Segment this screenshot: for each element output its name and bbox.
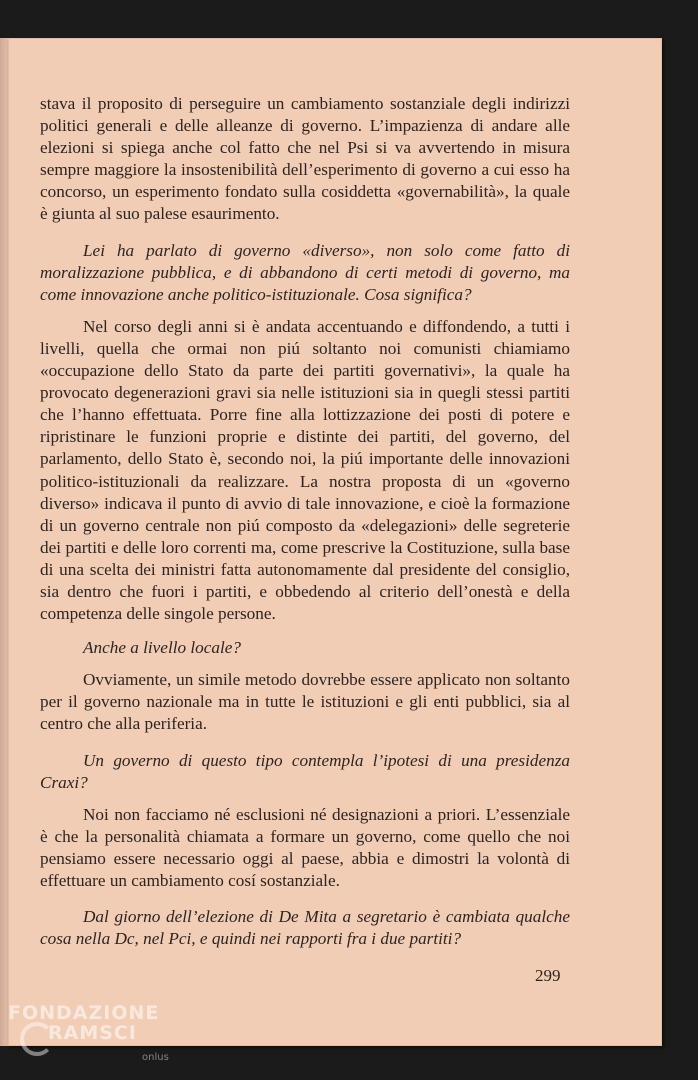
watermark-g-logo-icon: [20, 1022, 54, 1056]
question-presidenza-craxi: Un governo di questo tipo contempla l’ipotesi di una presidenza Craxi?: [40, 750, 570, 792]
question-de-mita: Dal giorno dell’elezione di De Mita a segretario è cambiata qualche cosa nella Dc, nel Pci, e quindi nei rapporti fra i due partiti?: [40, 907, 570, 949]
question-livello-locale: Anche a livello locale?: [83, 638, 241, 658]
watermark-line1: FONDAZIONE: [8, 1002, 160, 1024]
page-text: [40, 93, 570, 950]
watermark-onlus: onlus: [142, 1052, 169, 1063]
answer-livello-locale: Ovviamente, un simile metodo dovrebbe essere applicato non soltanto per il governo nazionale ma in tutte le istituzioni e gli enti pubblici, sia al centro che alla periferia.: [40, 670, 570, 734]
watermark-line2: RAMSCI: [48, 1022, 137, 1044]
page-number: 299: [535, 966, 561, 985]
paragraph-continuation: stava il proposito di perseguire un cambiamento sostanziale degli indirizzi politici generali e delle alleanze di governo. L’impazienza di andare alle elezioni si spiega anche col fatto che nel Psi si va avvertendo in misura sempre maggiore la insostenibilità dell’esperimento di governo a cui esso ha concorso, un esperimento fondato sulla cosiddetta «governabilità», la quale è giunta al suo palese esaurimento.: [40, 94, 570, 224]
answer-governo-diverso: Nel corso degli anni si è andata accentuando e diffondendo, a tutti i livelli, quella che ormai non piú soltanto noi comunisti chiamiamo «occupazione dello Stato da parte dei partiti governativi», la quale ha provocato degenerazioni gravi sia nelle istituzioni sia in quegli stessi partiti che l’hanno effettuata. Porre fine alla lottizzazione dei posti di potere e ripristinare le funzioni proprie e distinte dei partiti, del governo, del parlamento, dello Stato è, secondo noi, la piú importante delle innovazioni politico-istituzionali da realizzare. La nostra proposta di un «governo diverso» indicava il punto di avvio di tale innovazione, e cioè la formazione di un governo centrale non piú composto da «delegazioni» delle segreterie dei partiti e delle loro correnti ma, come prescrive la Costituzione, sulla base di una scelta dei ministri fatta autonomamente dal presidente del consiglio, sia dentro che fuori i partiti, e obbedendo al criterio dell’onestà e della competenza delle singole persone.: [40, 316, 570, 624]
answer-presidenza-craxi: Noi non facciamo né esclusioni né designazioni a priori. L’essenziale è che la personalità chiamata a formare un governo, come quello che noi pensiamo essere necessario oggi al paese, abbia e dimostri la volontà di effettuare un cambiamento cosí sostanziale.: [40, 804, 570, 890]
question-governo-diverso: Lei ha parlato di governo «diverso», non solo come fatto di moralizzazione pubblica, e di abbandono di certi metodi di governo, ma come innovazione anche politico-istituzionale. Cosa significa?: [40, 240, 570, 304]
